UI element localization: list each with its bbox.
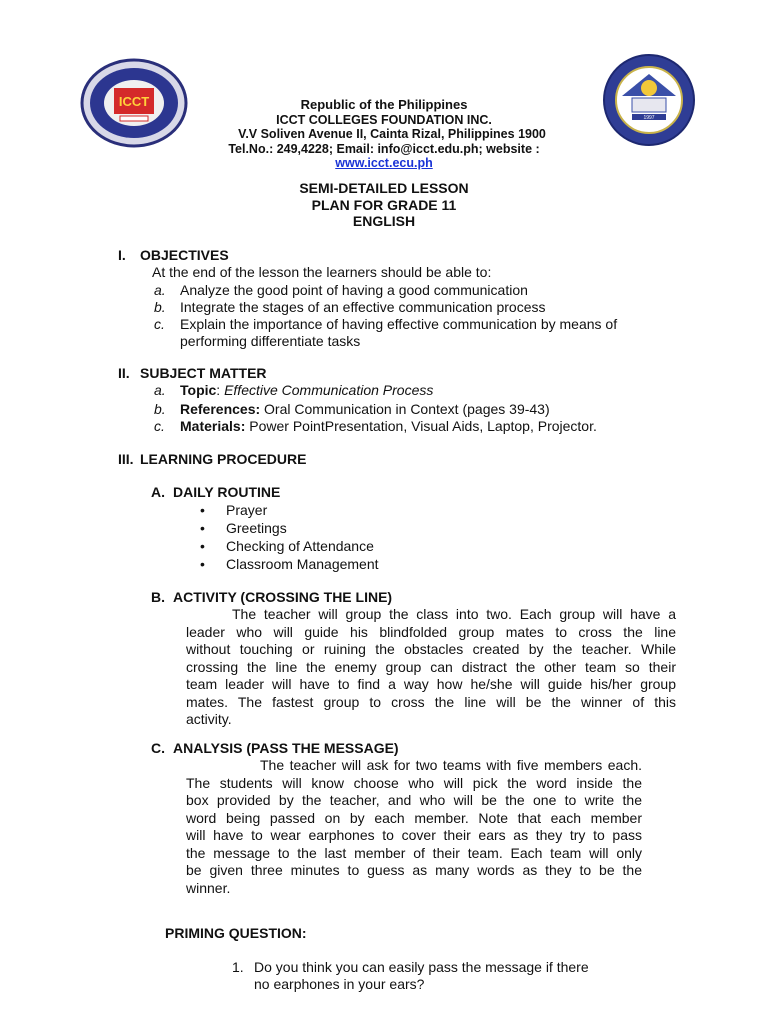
objectives-heading: I. OBJECTIVES [118, 247, 229, 263]
objective-item-c-cont: performing differentiate tasks [180, 333, 361, 349]
objective-item-c: c. Explain the importance of having effective communication by means of [154, 316, 618, 332]
daily-routine-heading: A. DAILY ROUTINE [151, 484, 281, 500]
svg-text:ICCT: ICCT [118, 94, 150, 109]
website-link[interactable]: www.icct.ecu.ph [335, 156, 433, 171]
republic-line: Republic of the Philippines [300, 97, 468, 112]
letterhead [0, 98, 768, 171]
analysis-heading: C. ANALYSIS (PASS THE MESSAGE) [151, 740, 399, 756]
list-item: • Checking of Attendance [200, 538, 374, 554]
priming-question-1-cont: no earphones in your ears? [254, 976, 425, 992]
learning-procedure-heading: III. LEARNING PROCEDURE [118, 451, 307, 467]
title-line-1: SEMI-DETAILED LESSON [299, 180, 469, 196]
address-line: V.V Soliven Avenue II, Cainta Rizal, Philippines 1900 [238, 127, 546, 142]
subject-item-materials: c. Materials: Power PointPresentation, Visual Aids, Laptop, Projector. [154, 418, 597, 434]
priming-question-heading: PRIMING QUESTION: [165, 925, 307, 941]
analysis-paragraph: The teacher will ask for two teams with five members each. The students will know choose who will pick the word inside the box provided by the teacher, and who will be the one to write the word being passed on by each member. Note that each member will have to wear earphones to cover their ears as they try to pass the message to the last member of their team. Each team will only be given three minutes to guess as many words as they to be the winner. [186, 757, 642, 896]
list-item: • Prayer [200, 502, 268, 518]
subject-item-topic: a. Topic: Effective Communication Process [154, 382, 434, 398]
document-title [0, 180, 768, 230]
institution-name: ICCT COLLEGES FOUNDATION INC. [276, 112, 492, 127]
activity-paragraph: The teacher will group the class into two. Each group will have a leader who will guide his blindfolded group mates to cross the line without touching or ruining the obstacles created by the teacher. While crossing the line the enemy group can distract the other team so their team leader will have to find a way how he/she will guide his/her group mates. The fastest group to cross the line will be the winner of this activity. [186, 606, 676, 727]
title-line-3: ENGLISH [352, 213, 416, 229]
list-item: • Classroom Management [200, 556, 379, 572]
objectives-intro: At the end of the lesson the learners should be able to: [152, 264, 492, 280]
title-line-2: PLAN FOR GRADE 11 [311, 196, 457, 213]
activity-heading: B. ACTIVITY (CROSSING THE LINE) [151, 589, 393, 605]
objective-item-b: b. Integrate the stages of an effective communication process [154, 299, 546, 315]
list-item: • Greetings [200, 520, 287, 536]
contact-line: Tel.No.: 249,4228; Email: info@icct.edu.ph; website : [228, 141, 540, 156]
objective-item-a: a. Analyze the good point of having a good communication [154, 282, 528, 298]
priming-question-1: 1. Do you think you can easily pass the message if there [232, 959, 589, 975]
subject-item-references: b. References: Oral Communication in Context (pages 39-43) [154, 401, 550, 417]
subject-matter-heading: II. SUBJECT MATTER [118, 365, 267, 381]
svg-text:1997: 1997 [643, 115, 655, 121]
